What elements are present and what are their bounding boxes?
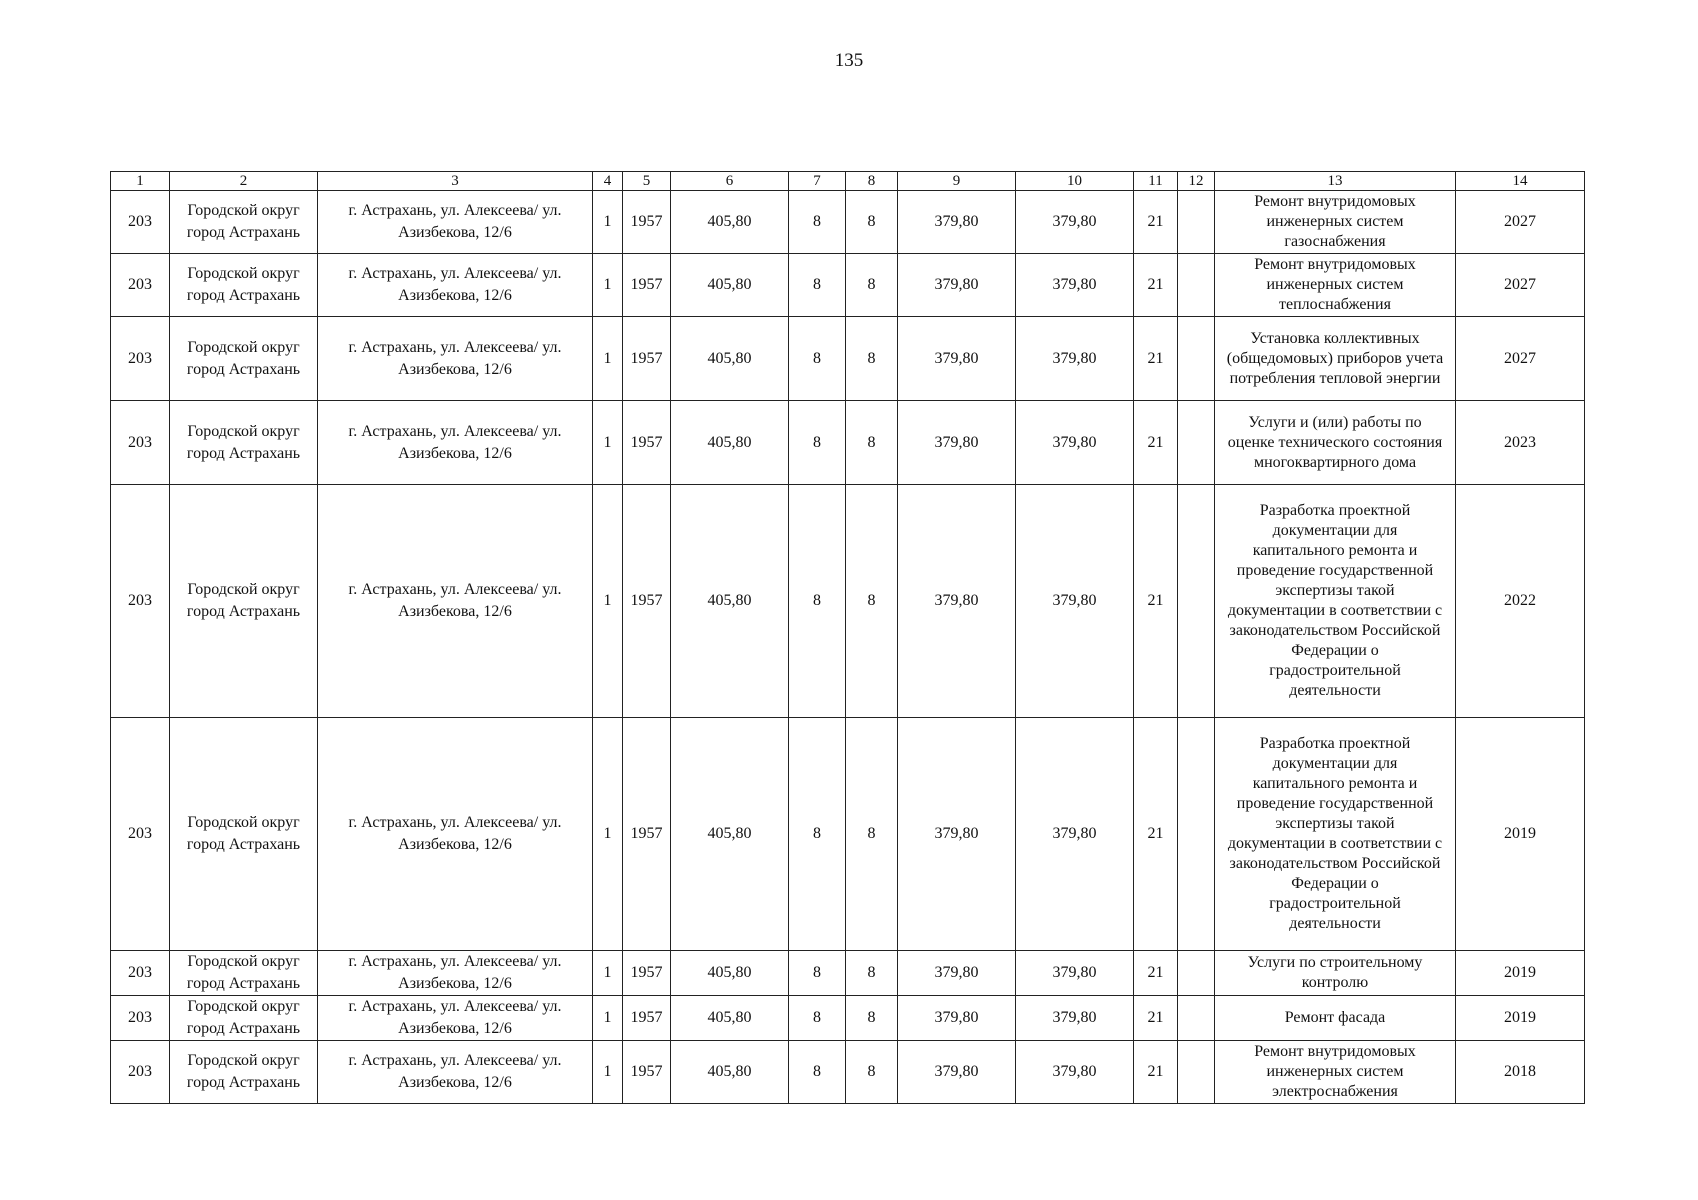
cell-year: 1957 [623,401,671,485]
cell-address-line: Азизбекова, 12/6 [398,360,512,378]
cell-number: 203 [111,191,170,254]
cell-address [318,718,593,951]
cell-col4: 1 [593,718,623,951]
work-type-line: документации в соответствии с [1227,602,1443,619]
cell-col12 [1178,191,1215,254]
cell-municipality [170,996,318,1041]
cell-col7: 8 [789,401,846,485]
cell-municipality-line: город Астрахань [186,1020,301,1037]
cell-municipality [170,191,318,254]
cell-address [318,1041,593,1104]
page-number: 135 [834,50,864,71]
cell-col10: 379,80 [1016,401,1134,485]
cell-address-line: г. Астрахань, ул. Алексеева/ ул. [348,953,562,970]
cell-address-line: г. Астрахань, ул. Алексеева/ ул. [348,998,562,1015]
cell-col11: 21 [1134,485,1178,718]
cell-col10: 379,80 [1016,951,1134,996]
cell-address [318,951,593,996]
cell-address-line: Азизбекова, 12/6 [398,836,512,853]
work-type-line: инженерных систем [1266,276,1404,293]
cell-col11: 21 [1134,718,1178,951]
cell-col9: 379,80 [898,718,1016,951]
work-type-line: потребления тепловой энергии [1229,369,1441,387]
table-row [111,317,1585,401]
cell-col10: 379,80 [1016,317,1134,401]
cell-number: 203 [111,317,170,401]
work-type-line: (общедомовых) приборов учета [1226,349,1444,367]
cell-col12 [1178,317,1215,401]
work-type-line: проведение государственной [1236,562,1434,579]
cell-municipality [170,1041,318,1104]
work-type-line: градостроительной [1269,895,1401,912]
column-header: 5 [623,172,671,191]
table-body [111,191,1585,1104]
cell-municipality [170,718,318,951]
cell-planned-year: 2018 [1456,1041,1585,1104]
cell-work-type [1215,485,1456,718]
cell-municipality-line: Городской округ [187,998,300,1015]
cell-col9: 379,80 [898,191,1016,254]
cell-address-line: г. Астрахань, ул. Алексеева/ ул. [348,581,562,598]
cell-col11: 21 [1134,317,1178,401]
table-row [111,1041,1585,1104]
cell-planned-year: 2027 [1456,191,1585,254]
cell-year: 1957 [623,951,671,996]
column-header: 8 [846,172,898,191]
cell-number: 203 [111,254,170,317]
cell-number: 203 [111,718,170,951]
work-type-line: Федерации о [1291,875,1379,892]
column-header: 7 [789,172,846,191]
cell-address-line: Азизбекова, 12/6 [398,603,512,620]
cell-work-type [1215,951,1456,996]
cell-address [318,254,593,317]
cell-municipality-line: город Астрахань [186,360,301,378]
cell-col8: 8 [846,401,898,485]
cell-municipality-line: Городской округ [187,338,300,356]
cell-planned-year: 2027 [1456,317,1585,401]
work-type-line: экспертизы такой [1275,582,1395,599]
column-header: 12 [1178,172,1215,191]
cell-number: 203 [111,996,170,1041]
work-type-line: теплоснабжения [1279,296,1391,313]
work-type-line: контролю [1301,974,1369,991]
cell-col9: 379,80 [898,1041,1016,1104]
work-type-line: Федерации о [1291,642,1379,659]
table-row [111,996,1585,1041]
work-type-line: Разработка проектной [1259,735,1411,752]
cell-year: 1957 [623,1041,671,1104]
work-type-line: капитального ремонта и [1252,542,1418,559]
cell-col7: 8 [789,1041,846,1104]
cell-col9: 379,80 [898,485,1016,718]
column-header: 13 [1215,172,1456,191]
work-type-line: документации для [1272,522,1398,539]
cell-col4: 1 [593,317,623,401]
work-type-line: деятельности [1289,915,1381,932]
column-header: 6 [671,172,789,191]
cell-col4: 1 [593,191,623,254]
table-row [111,485,1585,718]
cell-planned-year: 2022 [1456,485,1585,718]
cell-col9: 379,80 [898,951,1016,996]
cell-total-area: 405,80 [671,485,789,718]
cell-address [318,191,593,254]
cell-municipality-line: город Астрахань [186,287,301,304]
cell-col8: 8 [846,1041,898,1104]
table-row [111,191,1585,254]
cell-col12 [1178,485,1215,718]
column-header: 14 [1456,172,1585,191]
cell-number: 203 [111,951,170,996]
cell-municipality-line: Городской округ [187,265,300,282]
cell-col8: 8 [846,254,898,317]
column-header: 4 [593,172,623,191]
cell-col11: 21 [1134,1041,1178,1104]
cell-col10: 379,80 [1016,254,1134,317]
cell-work-type [1215,254,1456,317]
cell-col11: 21 [1134,254,1178,317]
cell-year: 1957 [623,191,671,254]
cell-municipality-line: Городской округ [187,202,300,219]
work-type-line: законодательством Российской [1229,855,1441,872]
cell-col12 [1178,718,1215,951]
cell-municipality-line: город Астрахань [186,1074,301,1091]
cell-address-line: Азизбекова, 12/6 [398,1074,512,1091]
cell-planned-year: 2019 [1456,951,1585,996]
cell-col9: 379,80 [898,317,1016,401]
work-type-line: экспертизы такой [1275,815,1395,832]
cell-address [318,317,593,401]
cell-col7: 8 [789,718,846,951]
work-type-line: Услуги и (или) работы по [1248,413,1422,431]
cell-col9: 379,80 [898,401,1016,485]
cell-address-line: Азизбекова, 12/6 [398,287,512,304]
cell-col4: 1 [593,1041,623,1104]
column-header: 10 [1016,172,1134,191]
cell-address-line: г. Астрахань, ул. Алексеева/ ул. [348,202,562,219]
cell-municipality-line: город Астрахань [186,603,301,620]
cell-col12 [1178,254,1215,317]
cell-col4: 1 [593,254,623,317]
cell-col10: 379,80 [1016,996,1134,1041]
column-header: 2 [170,172,318,191]
column-header: 11 [1134,172,1178,191]
cell-planned-year: 2019 [1456,718,1585,951]
cell-total-area: 405,80 [671,718,789,951]
cell-col9: 379,80 [898,254,1016,317]
work-type-line: Установка коллективных [1250,329,1420,347]
cell-planned-year: 2023 [1456,401,1585,485]
work-type-line: деятельности [1289,682,1381,699]
cell-col11: 21 [1134,951,1178,996]
work-type-line: газоснабжения [1284,233,1386,250]
work-type-line: оценке технического состояния [1227,433,1443,451]
cell-col8: 8 [846,191,898,254]
cell-total-area: 405,80 [671,317,789,401]
cell-address-line: г. Астрахань, ул. Алексеева/ ул. [348,814,562,831]
cell-year: 1957 [623,996,671,1041]
work-type-line: инженерных систем [1266,213,1404,230]
table-row [111,951,1585,996]
cell-col7: 8 [789,317,846,401]
cell-address-line: г. Астрахань, ул. Алексеева/ ул. [348,1052,562,1069]
cell-address-line: Азизбекова, 12/6 [398,224,512,241]
cell-col12 [1178,996,1215,1041]
cell-col4: 1 [593,951,623,996]
cell-municipality-line: Городской округ [187,422,300,440]
cell-municipality [170,254,318,317]
cell-col9: 379,80 [898,996,1016,1041]
cell-municipality-line: Городской округ [187,814,300,831]
cell-col4: 1 [593,485,623,718]
cell-col7: 8 [789,996,846,1041]
cell-col8: 8 [846,951,898,996]
cell-address-line: г. Астрахань, ул. Алексеева/ ул. [348,422,562,440]
cell-number: 203 [111,485,170,718]
table-row [111,254,1585,317]
cell-planned-year: 2027 [1456,254,1585,317]
cell-col8: 8 [846,996,898,1041]
cell-work-type [1215,191,1456,254]
cell-col12 [1178,951,1215,996]
cell-address-line: Азизбекова, 12/6 [398,1020,512,1037]
cell-municipality [170,951,318,996]
work-type-line: Ремонт фасада [1284,1009,1386,1026]
cell-year: 1957 [623,254,671,317]
cell-municipality [170,485,318,718]
work-type-line: Услуги по строительному [1247,954,1423,971]
cell-col8: 8 [846,317,898,401]
work-type-line: документации в соответствии с [1227,835,1443,852]
cell-municipality-line: город Астрахань [186,836,301,853]
cell-work-type [1215,401,1456,485]
cell-col8: 8 [846,718,898,951]
cell-number: 203 [111,1041,170,1104]
cell-work-type [1215,996,1456,1041]
cell-address-line: Азизбекова, 12/6 [398,975,512,992]
cell-col12 [1178,401,1215,485]
work-type-line: капитального ремонта и [1252,775,1418,792]
table-row [111,401,1585,485]
cell-col7: 8 [789,191,846,254]
cell-col7: 8 [789,951,846,996]
work-type-line: электроснабжения [1272,1083,1398,1100]
cell-col10: 379,80 [1016,485,1134,718]
cell-total-area: 405,80 [671,401,789,485]
cell-address [318,996,593,1041]
capital-repair-table [110,171,1585,1104]
cell-work-type [1215,1041,1456,1104]
cell-number: 203 [111,401,170,485]
column-header: 3 [318,172,593,191]
cell-municipality-line: город Астрахань [186,975,301,992]
work-type-line: градостроительной [1269,662,1401,679]
work-type-line: Ремонт внутридомовых [1254,193,1416,210]
cell-year: 1957 [623,485,671,718]
cell-municipality-line: Городской округ [187,953,300,970]
column-header: 9 [898,172,1016,191]
work-type-line: инженерных систем [1266,1063,1404,1080]
cell-col11: 21 [1134,996,1178,1041]
cell-municipality [170,317,318,401]
work-type-line: проведение государственной [1236,795,1434,812]
cell-col8: 8 [846,485,898,718]
cell-col11: 21 [1134,191,1178,254]
cell-address [318,401,593,485]
cell-total-area: 405,80 [671,191,789,254]
cell-col10: 379,80 [1016,191,1134,254]
work-type-line: документации для [1272,755,1398,772]
work-type-line: законодательством Российской [1229,622,1441,639]
cell-year: 1957 [623,718,671,951]
cell-col12 [1178,1041,1215,1104]
work-type-line: многоквартирного дома [1253,453,1417,471]
cell-col4: 1 [593,401,623,485]
cell-planned-year: 2019 [1456,996,1585,1041]
table-row [111,718,1585,951]
cell-col10: 379,80 [1016,718,1134,951]
cell-col11: 21 [1134,401,1178,485]
cell-total-area: 405,80 [671,1041,789,1104]
cell-municipality-line: Городской округ [187,1052,300,1069]
cell-municipality [170,401,318,485]
work-type-line: Ремонт внутридомовых [1254,1043,1416,1060]
cell-municipality-line: город Астрахань [186,444,301,462]
cell-col10: 379,80 [1016,1041,1134,1104]
cell-total-area: 405,80 [671,996,789,1041]
cell-total-area: 405,80 [671,254,789,317]
cell-total-area: 405,80 [671,951,789,996]
cell-work-type [1215,718,1456,951]
cell-address-line: Азизбекова, 12/6 [398,444,512,462]
cell-col7: 8 [789,485,846,718]
cell-year: 1957 [623,317,671,401]
cell-col7: 8 [789,254,846,317]
column-number-header-row [111,172,1585,191]
cell-col4: 1 [593,996,623,1041]
column-header: 1 [111,172,170,191]
cell-address [318,485,593,718]
cell-work-type [1215,317,1456,401]
work-type-line: Ремонт внутридомовых [1254,256,1416,273]
cell-address-line: г. Астрахань, ул. Алексеева/ ул. [348,338,562,356]
cell-municipality-line: Городской округ [187,581,300,598]
cell-address-line: г. Астрахань, ул. Алексеева/ ул. [348,265,562,282]
cell-municipality-line: город Астрахань [186,224,301,241]
work-type-line: Разработка проектной [1259,502,1411,519]
